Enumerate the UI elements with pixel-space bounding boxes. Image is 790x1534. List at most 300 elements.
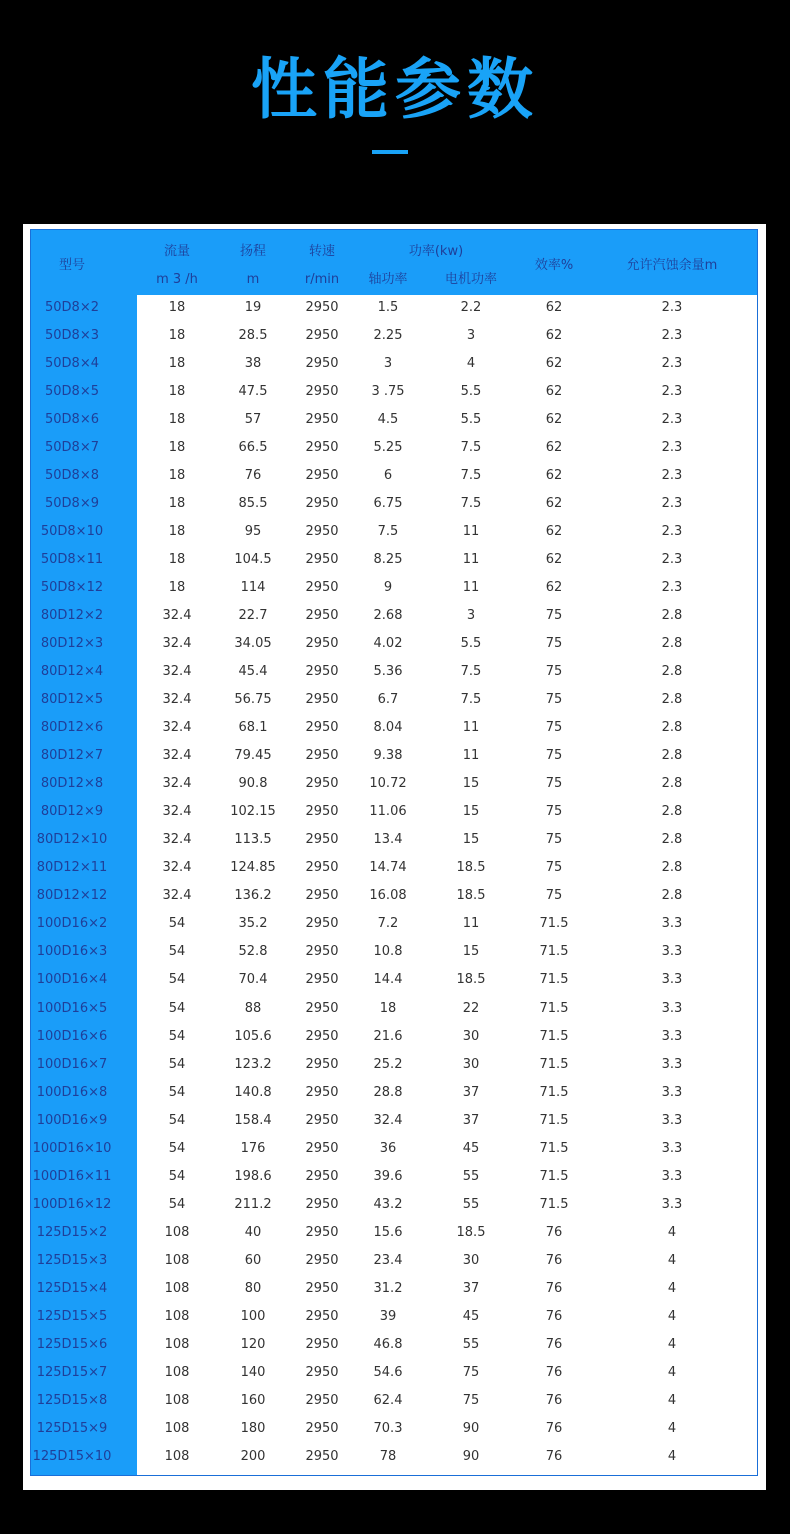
cell-flow: 54 [168,1001,186,1016]
cell-model: 100D16×4 [36,972,108,987]
cell-speed: 2950 [305,1449,339,1464]
cell-speed: 2950 [305,300,339,315]
cell-speed: 2950 [305,776,339,791]
cell-head: 180 [240,1421,266,1436]
cell-head: 70.4 [238,972,268,987]
cell-head: 158.4 [234,1113,272,1128]
cell-model: 50D8×2 [45,300,99,315]
cell-efficiency: 62 [545,552,563,567]
cell-efficiency: 75 [545,860,563,875]
cell-efficiency: 62 [545,524,563,539]
cell-speed: 2950 [305,356,339,371]
cell-model: 50D8×11 [40,552,104,567]
cell-npsh: 3.3 [661,1169,683,1184]
cell-shaft-power: 3 .75 [371,384,405,399]
cell-npsh: 2.3 [661,496,683,511]
cell-head: 60 [244,1253,262,1268]
cell-npsh: 2.8 [661,748,683,763]
cell-shaft-power: 4.02 [373,636,403,651]
cell-efficiency: 75 [545,804,563,819]
cell-flow: 18 [168,384,186,399]
cell-speed: 2950 [305,1421,339,1436]
cell-flow: 32.4 [162,832,192,847]
cell-shaft-power: 16.08 [369,888,407,903]
cell-efficiency: 76 [545,1421,563,1436]
cell-flow: 54 [168,1057,186,1072]
cell-model: 125D15×3 [36,1253,108,1268]
cell-npsh: 3.3 [661,1085,683,1100]
cell-flow: 108 [164,1393,190,1408]
cell-speed: 2950 [305,804,339,819]
cell-flow: 32.4 [162,608,192,623]
cell-npsh: 2.3 [661,300,683,315]
cell-motor-power: 22 [462,1001,480,1016]
cell-npsh: 2.3 [661,328,683,343]
cell-flow: 32.4 [162,636,192,651]
cell-model: 125D15×4 [36,1281,108,1296]
cell-model: 50D8×9 [45,496,99,511]
cell-model: 50D8×6 [45,412,99,427]
cell-shaft-power: 62.4 [373,1393,403,1408]
cell-npsh: 2.3 [661,440,683,455]
cell-motor-power: 37 [462,1281,480,1296]
cell-head: 47.5 [238,384,268,399]
cell-head: 123.2 [234,1057,272,1072]
cell-flow: 108 [164,1337,190,1352]
cell-flow: 54 [168,972,186,987]
cell-flow: 108 [164,1309,190,1324]
cell-shaft-power: 2.25 [373,328,403,343]
cell-shaft-power: 32.4 [373,1113,403,1128]
cell-efficiency: 62 [545,300,563,315]
cell-motor-power: 4 [466,356,476,371]
cell-motor-power: 7.5 [460,664,482,679]
cell-model: 50D8×12 [40,580,104,595]
cell-head: 57 [244,412,262,427]
cell-npsh: 4 [667,1309,677,1324]
cell-npsh: 2.3 [661,552,683,567]
cell-head: 176 [240,1141,266,1156]
cell-motor-power: 11 [462,552,480,567]
cell-npsh: 2.3 [661,580,683,595]
cell-head: 35.2 [238,916,268,931]
cell-shaft-power: 14.4 [373,972,403,987]
cell-efficiency: 76 [545,1337,563,1352]
cell-speed: 2950 [305,1029,339,1044]
cell-speed: 2950 [305,440,339,455]
cell-head: 45.4 [238,664,268,679]
cell-head: 38 [244,356,262,371]
cell-motor-power: 18.5 [456,972,486,987]
cell-npsh: 4 [667,1365,677,1380]
cell-model: 80D12×10 [36,832,108,847]
cell-motor-power: 90 [462,1449,480,1464]
cell-head: 102.15 [230,804,276,819]
cell-shaft-power: 9 [383,580,393,595]
header-speed: 转速 [308,244,335,259]
cell-npsh: 4 [667,1281,677,1296]
cell-speed: 2950 [305,1393,339,1408]
cell-shaft-power: 46.8 [373,1337,403,1352]
cell-model: 80D12×7 [40,748,104,763]
cell-shaft-power: 13.4 [373,832,403,847]
cell-efficiency: 62 [545,412,563,427]
cell-efficiency: 75 [545,664,563,679]
cell-head: 160 [240,1393,266,1408]
cell-shaft-power: 8.25 [373,552,403,567]
cell-speed: 2950 [305,608,339,623]
cell-model: 50D8×10 [40,524,104,539]
cell-model: 80D12×5 [40,692,104,707]
header-motor-power: 电机功率 [444,272,497,287]
cell-shaft-power: 39 [379,1309,397,1324]
title-underline [372,150,408,154]
cell-efficiency: 71.5 [539,916,569,931]
header-efficiency: 效率% [534,258,574,273]
cell-shaft-power: 21.6 [373,1029,403,1044]
cell-speed: 2950 [305,384,339,399]
cell-motor-power: 11 [462,748,480,763]
cell-motor-power: 7.5 [460,692,482,707]
cell-model: 100D16×11 [32,1169,112,1184]
cell-flow: 18 [168,300,186,315]
cell-npsh: 2.8 [661,804,683,819]
cell-npsh: 2.8 [661,664,683,679]
cell-shaft-power: 5.25 [373,440,403,455]
cell-head: 104.5 [234,552,272,567]
cell-speed: 2950 [305,1253,339,1268]
cell-model: 100D16×5 [36,1001,108,1016]
cell-speed: 2950 [305,1225,339,1240]
cell-speed: 2950 [305,1001,339,1016]
cell-shaft-power: 8.04 [373,720,403,735]
cell-model: 80D12×6 [40,720,104,735]
cell-head: 198.6 [234,1169,272,1184]
cell-flow: 18 [168,328,186,343]
cell-efficiency: 75 [545,748,563,763]
cell-shaft-power: 14.74 [369,860,407,875]
cell-model: 50D8×5 [45,384,99,399]
cell-npsh: 4 [667,1449,677,1464]
cell-model: 125D15×10 [32,1449,112,1464]
cell-motor-power: 37 [462,1113,480,1128]
cell-efficiency: 62 [545,440,563,455]
cell-shaft-power: 6 [383,468,393,483]
cell-flow: 54 [168,1113,186,1128]
cell-motor-power: 15 [462,776,480,791]
cell-efficiency: 76 [545,1449,563,1464]
cell-flow: 18 [168,552,186,567]
cell-npsh: 2.8 [661,860,683,875]
cell-efficiency: 71.5 [539,1057,569,1072]
cell-shaft-power: 10.72 [369,776,407,791]
cell-efficiency: 62 [545,468,563,483]
cell-head: 76 [244,468,262,483]
cell-flow: 54 [168,1169,186,1184]
cell-shaft-power: 3 [383,356,393,371]
cell-efficiency: 76 [545,1253,563,1268]
cell-shaft-power: 2.68 [373,608,403,623]
header-shaft-power: 轴功率 [368,272,408,287]
cell-model: 100D16×3 [36,944,108,959]
cell-shaft-power: 18 [379,1001,397,1016]
cell-motor-power: 55 [462,1197,480,1212]
cell-speed: 2950 [305,1169,339,1184]
cell-model: 100D16×9 [36,1113,108,1128]
cell-shaft-power: 36 [379,1141,397,1156]
cell-speed: 2950 [305,328,339,343]
cell-motor-power: 37 [462,1085,480,1100]
cell-npsh: 2.3 [661,384,683,399]
cell-flow: 54 [168,1141,186,1156]
cell-model: 100D16×2 [36,916,108,931]
cell-flow: 54 [168,1085,186,1100]
cell-motor-power: 45 [462,1309,480,1324]
cell-npsh: 3.3 [661,1197,683,1212]
cell-model: 100D16×12 [32,1197,112,1212]
cell-model: 125D15×7 [36,1365,108,1380]
cell-head: 80 [244,1281,262,1296]
cell-efficiency: 75 [545,636,563,651]
cell-npsh: 4 [667,1393,677,1408]
cell-motor-power: 75 [462,1365,480,1380]
cell-motor-power: 11 [462,580,480,595]
header-power: 功率(kw) [408,244,464,259]
cell-speed: 2950 [305,664,339,679]
cell-shaft-power: 39.6 [373,1169,403,1184]
cell-flow: 54 [168,916,186,931]
cell-efficiency: 75 [545,692,563,707]
cell-speed: 2950 [305,832,339,847]
cell-shaft-power: 15.6 [373,1225,403,1240]
cell-shaft-power: 70.3 [373,1421,403,1436]
cell-speed: 2950 [305,636,339,651]
header-flow-unit: m 3 /h [156,272,198,287]
cell-npsh: 3.3 [661,944,683,959]
cell-speed: 2950 [305,1281,339,1296]
cell-shaft-power: 4.5 [377,412,399,427]
cell-model: 100D16×10 [32,1141,112,1156]
cell-efficiency: 76 [545,1225,563,1240]
cell-npsh: 4 [667,1337,677,1352]
cell-efficiency: 71.5 [539,1197,569,1212]
cell-model: 80D12×12 [36,888,108,903]
cell-flow: 18 [168,356,186,371]
cell-head: 140.8 [234,1085,272,1100]
cell-flow: 32.4 [162,748,192,763]
cell-efficiency: 71.5 [539,1113,569,1128]
cell-motor-power: 11 [462,524,480,539]
cell-npsh: 3.3 [661,1141,683,1156]
cell-efficiency: 71.5 [539,1001,569,1016]
cell-efficiency: 62 [545,580,563,595]
cell-model: 50D8×8 [45,468,99,483]
cell-shaft-power: 7.5 [377,524,399,539]
cell-npsh: 4 [667,1253,677,1268]
cell-flow: 54 [168,944,186,959]
cell-shaft-power: 6.75 [373,496,403,511]
cell-head: 88 [244,1001,262,1016]
cell-model: 80D12×11 [36,860,108,875]
header-npsh: 允许汽蚀余量m [626,258,718,273]
cell-efficiency: 71.5 [539,1169,569,1184]
cell-npsh: 2.3 [661,524,683,539]
cell-model: 125D15×2 [36,1225,108,1240]
cell-head: 22.7 [238,608,268,623]
cell-npsh: 3.3 [661,1057,683,1072]
cell-head: 113.5 [234,832,272,847]
cell-motor-power: 55 [462,1169,480,1184]
cell-model: 100D16×7 [36,1057,108,1072]
cell-flow: 18 [168,580,186,595]
cell-motor-power: 18.5 [456,888,486,903]
cell-head: 136.2 [234,888,272,903]
cell-efficiency: 75 [545,608,563,623]
cell-speed: 2950 [305,524,339,539]
cell-model: 125D15×9 [36,1421,108,1436]
cell-model: 125D15×6 [36,1337,108,1352]
cell-model: 80D12×8 [40,776,104,791]
cell-motor-power: 3 [466,608,476,623]
cell-efficiency: 62 [545,328,563,343]
cell-head: 79.45 [234,748,272,763]
cell-flow: 18 [168,468,186,483]
cell-shaft-power: 28.8 [373,1085,403,1100]
cell-flow: 18 [168,524,186,539]
cell-efficiency: 76 [545,1365,563,1380]
cell-efficiency: 71.5 [539,944,569,959]
cell-npsh: 3.3 [661,1029,683,1044]
cell-head: 90.8 [238,776,268,791]
cell-efficiency: 76 [545,1393,563,1408]
cell-flow: 32.4 [162,776,192,791]
cell-efficiency: 76 [545,1281,563,1296]
cell-flow: 32.4 [162,692,192,707]
cell-speed: 2950 [305,888,339,903]
cell-model: 80D12×9 [40,804,104,819]
cell-motor-power: 11 [462,916,480,931]
cell-motor-power: 3 [466,328,476,343]
cell-efficiency: 75 [545,720,563,735]
cell-model: 125D15×8 [36,1393,108,1408]
cell-head: 34.05 [234,636,272,651]
cell-head: 19 [244,300,262,315]
cell-flow: 108 [164,1281,190,1296]
cell-speed: 2950 [305,692,339,707]
cell-npsh: 2.8 [661,608,683,623]
cell-head: 85.5 [238,496,268,511]
cell-motor-power: 55 [462,1337,480,1352]
cell-motor-power: 7.5 [460,440,482,455]
cell-head: 200 [240,1449,266,1464]
cell-speed: 2950 [305,720,339,735]
cell-shaft-power: 31.2 [373,1281,403,1296]
cell-efficiency: 62 [545,384,563,399]
cell-model: 80D12×4 [40,664,104,679]
cell-speed: 2950 [305,1365,339,1380]
cell-motor-power: 18.5 [456,860,486,875]
cell-motor-power: 30 [462,1057,480,1072]
cell-motor-power: 45 [462,1141,480,1156]
header-model: 型号 [58,258,85,273]
cell-model: 100D16×6 [36,1029,108,1044]
cell-flow: 18 [168,440,186,455]
cell-motor-power: 7.5 [460,468,482,483]
cell-efficiency: 71.5 [539,1029,569,1044]
header-flow: 流量 [163,244,190,259]
cell-motor-power: 11 [462,720,480,735]
cell-flow: 32.4 [162,888,192,903]
cell-efficiency: 76 [545,1309,563,1324]
cell-npsh: 2.8 [661,636,683,651]
cell-shaft-power: 1.5 [377,300,399,315]
cell-speed: 2950 [305,1085,339,1100]
cell-shaft-power: 7.2 [377,916,399,931]
cell-head: 66.5 [238,440,268,455]
cell-model: 80D12×3 [40,636,104,651]
cell-motor-power: 30 [462,1029,480,1044]
cell-motor-power: 5.5 [460,636,482,651]
cell-head: 52.8 [238,944,268,959]
cell-npsh: 2.8 [661,888,683,903]
cell-motor-power: 15 [462,832,480,847]
cell-npsh: 2.8 [661,692,683,707]
cell-flow: 54 [168,1029,186,1044]
cell-efficiency: 71.5 [539,1085,569,1100]
header-head-unit: m [246,272,260,287]
cell-npsh: 4 [667,1421,677,1436]
cell-shaft-power: 11.06 [369,804,407,819]
cell-speed: 2950 [305,860,339,875]
cell-flow: 32.4 [162,664,192,679]
cell-speed: 2950 [305,496,339,511]
cell-model: 50D8×3 [45,328,99,343]
cell-speed: 2950 [305,1141,339,1156]
cell-shaft-power: 25.2 [373,1057,403,1072]
cell-model: 100D16×8 [36,1085,108,1100]
cell-motor-power: 7.5 [460,496,482,511]
cell-head: 120 [240,1337,266,1352]
cell-npsh: 3.3 [661,1001,683,1016]
cell-speed: 2950 [305,468,339,483]
cell-shaft-power: 54.6 [373,1365,403,1380]
cell-shaft-power: 43.2 [373,1197,403,1212]
cell-npsh: 3.3 [661,1113,683,1128]
cell-speed: 2950 [305,1337,339,1352]
cell-flow: 108 [164,1421,190,1436]
cell-speed: 2950 [305,972,339,987]
cell-model: 125D15×5 [36,1309,108,1324]
cell-motor-power: 15 [462,944,480,959]
cell-speed: 2950 [305,1309,339,1324]
cell-flow: 32.4 [162,804,192,819]
cell-shaft-power: 78 [379,1449,397,1464]
cell-shaft-power: 23.4 [373,1253,403,1268]
page-title: 性能参数 [251,51,539,128]
cell-model: 50D8×7 [45,440,99,455]
cell-model: 80D12×2 [40,608,104,623]
cell-speed: 2950 [305,1057,339,1072]
cell-speed: 2950 [305,916,339,931]
cell-motor-power: 5.5 [460,412,482,427]
cell-motor-power: 30 [462,1253,480,1268]
cell-shaft-power: 5.36 [373,664,403,679]
header-speed-unit: r/min [304,272,340,287]
cell-flow: 54 [168,1197,186,1212]
cell-head: 68.1 [238,720,268,735]
cell-head: 114 [240,580,266,595]
cell-speed: 2950 [305,944,339,959]
